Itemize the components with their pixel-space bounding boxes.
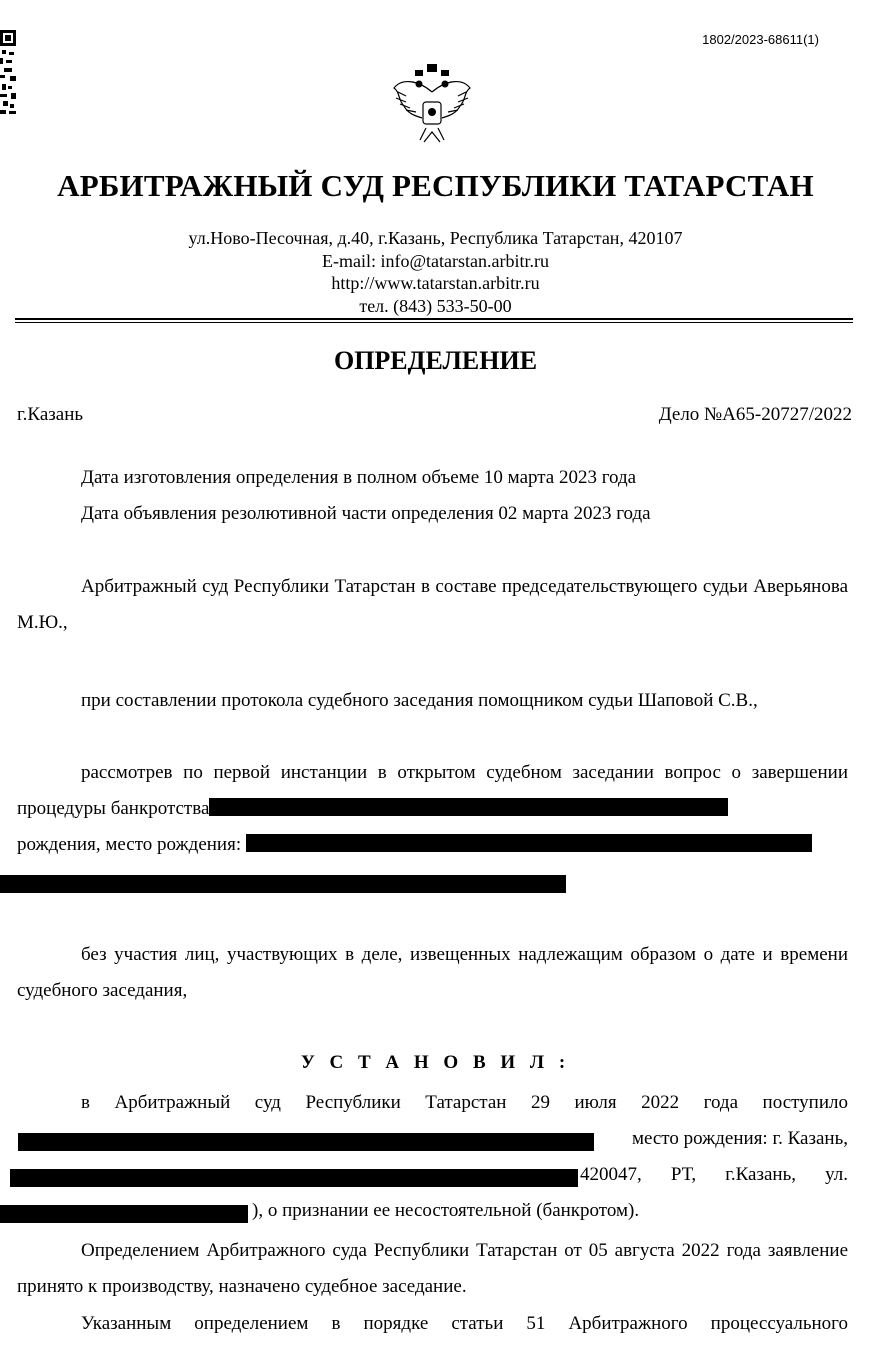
court-email: E-mail: info@tatarstan.arbitr.ru	[321, 250, 549, 271]
protocol-paragraph: при составлении протокола судебного заседания помощником судьи Шаповой С.В.,	[81, 690, 758, 711]
date-announce-text: Дата объявления резолютивной части определения 02 марта 2023 года	[81, 503, 651, 524]
ruling-paragraph: Определением Арбитражного суда Республики Татарстан от 05 августа 2022 года заявление принято к производству, назначено судебное заседание.	[17, 1240, 848, 1297]
court-contacts	[0, 227, 871, 317]
court-website: http://www.tatarstan.arbitr.ru	[331, 273, 540, 293]
city: г.Казань	[17, 404, 84, 425]
redaction-block	[18, 1133, 594, 1151]
received-line-2: место рождения: г. Казань,	[631, 1128, 848, 1149]
qr-code-icon	[0, 30, 16, 116]
considering-paragraph	[17, 755, 848, 827]
absence-paragraph: без участия лиц, участвующих в деле, извещенных надлежащим образом о дате и времени судебного заседания,	[17, 944, 848, 1001]
received-line-4: ), о признании ее несостоятельной (банкротом).	[252, 1200, 640, 1221]
redaction-block	[0, 875, 566, 893]
header-divider-thin	[15, 322, 853, 323]
date-full-text: Дата изготовления определения в полном объеме 10 марта 2023 года	[81, 467, 637, 488]
redaction-block	[10, 1169, 578, 1187]
composition-paragraph: Арбитражный суд Республики Татарстан в составе председательствующего судьи Аверьянова М.Ю.,	[17, 576, 848, 633]
redaction-block	[246, 834, 812, 852]
court-address: ул.Ново-Песочная, д.40, г.Казань, Республика Татарстан, 420107	[188, 228, 683, 248]
received-line-3: 420047, РТ, г.Казань, ул.	[580, 1164, 848, 1185]
established-heading: У С Т А Н О В И Л :	[300, 1052, 571, 1073]
header-divider	[15, 318, 853, 320]
document-title: ОПРЕДЕЛЕНИЕ	[333, 346, 538, 375]
redaction-block	[0, 1205, 248, 1223]
considering-text-2: рождения, место рождения:	[17, 834, 242, 855]
case-number: Дело №А65-20727/2022	[658, 404, 852, 425]
document-number: 1802/2023-68611(1)	[702, 32, 819, 47]
considering-text-1: рассмотрев по первой инстанции в открытом судебном заседании вопрос о завершении процедуры банкротства	[17, 762, 848, 819]
court-name: АРБИТРАЖНЫЙ СУД РЕСПУБЛИКИ ТАТАРСТАН	[57, 168, 814, 203]
considering-line-2	[17, 827, 848, 863]
redaction-block	[209, 798, 728, 816]
court-phone: тел. (843) 533-50-00	[359, 295, 512, 316]
coat-of-arms-emblem-icon	[388, 62, 476, 150]
received-line-1: в Арбитражный суд Республики Татарстан 29 июля 2022 года поступило	[81, 1092, 848, 1113]
indicated-paragraph: Указанным определением в порядке статьи 51 Арбитражного процессуального	[81, 1313, 848, 1334]
